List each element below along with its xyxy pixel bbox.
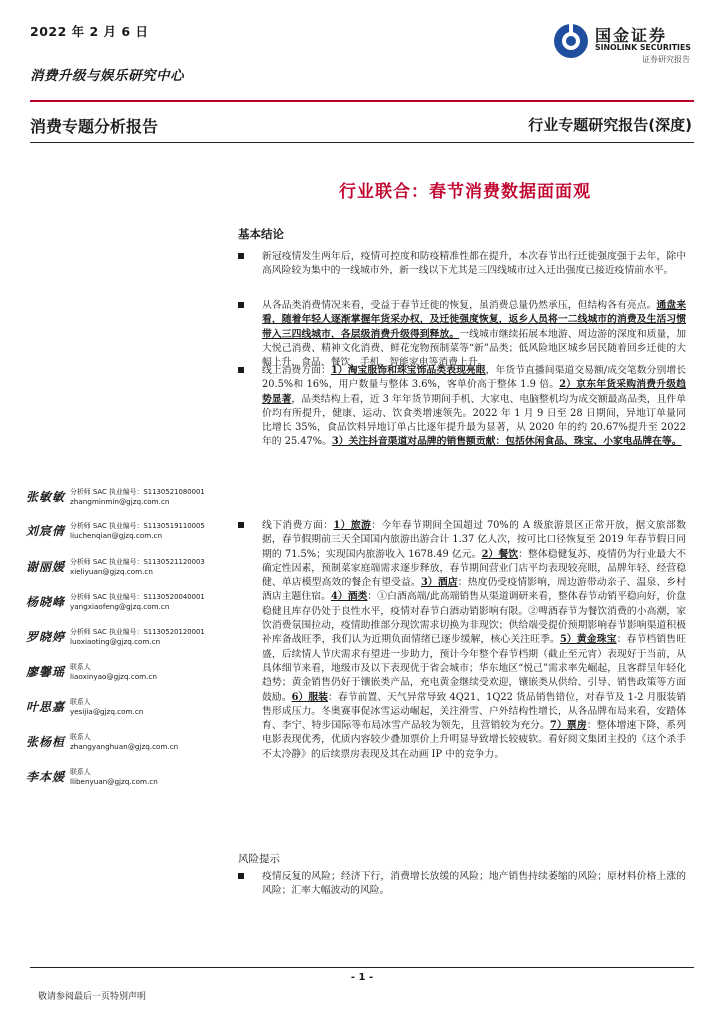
header-divider	[30, 100, 694, 102]
analyst-email[interactable]: liaoxinyao@gjzq.com.cn	[70, 672, 157, 681]
highlight-text: 6）服装	[291, 691, 329, 703]
bullet-square-icon	[238, 253, 244, 259]
bullet-text: 线上消费方面：1）淘宝服饰和珠宝饰品类表现亮眼，年货节直播间渠道交易额/成交笔数分别增长 20.5%和 16%，用户数量与整体 3.6%，客单价高于整体 1.9 倍。2）京东年货采购消费升级趋势显著，品类结构上看，近 3 年年货节期间手机、大家电、电脑整机均为成交额最高品类，且件单价均有所提升，健康、运动、饮食类增速领先。2022 年 1 月 9 日至 28 日期间，异地订单量同比增长 35%，食品饮料异地订单占比逐年提升最为显著，从 2020 年的约 20.67%提升至 2022 年的 25.47%。3）关注抖音渠道对品牌的销售额贡献：包括休闲食品、珠宝、小家电品牌在等。	[262, 365, 687, 448]
section-divider	[30, 142, 694, 143]
highlight-text: 5）黄金珠宝	[559, 634, 617, 646]
bullet-text: 新冠疫情发生两年后，疫情可控度和防疫精准性都在提升，本次春节出行迁徙强度强于去年，除中高风险较为集中的一线城市外，新一线以下尤其是三四线城市过入迁出强度已接近疫情前水平。	[262, 251, 686, 277]
analyst-license: 分析师 SAC 执业编号：S1130521120003	[70, 558, 205, 566]
footer-disclaimer: 敬请参阅最后一页特别声明	[38, 992, 147, 1002]
logo-emblem-icon	[552, 22, 590, 60]
analyst-license: 联系人	[70, 733, 91, 741]
analyst-entry	[26, 556, 236, 586]
highlight-text: 1）旅游	[333, 520, 372, 531]
highlight-text: 3）酒店	[420, 577, 458, 589]
bullet-square-icon	[238, 367, 244, 373]
conclusion-bullet	[238, 250, 686, 279]
analyst-name: 张敏敏	[26, 490, 66, 504]
analyst-name: 谢丽媛	[26, 560, 66, 574]
brand-name-cn: 国金证券	[595, 26, 668, 45]
analyst-license: 分析师 SAC 执业编号：S1130520040001	[70, 593, 205, 601]
highlight-text: 1）淘宝服饰和珠宝饰品类表现亮眼	[330, 365, 486, 376]
analyst-entry	[26, 520, 236, 550]
page-number: - 1 -	[350, 972, 374, 983]
analyst-license: 分析师 SAC 执业编号：S1130521080001	[70, 488, 205, 496]
analyst-email[interactable]: yangxiaofeng@gjzq.com.cn	[70, 602, 170, 611]
conclusion-bullet	[238, 299, 686, 370]
highlight-text: 2）京东年货采购消费升级趋势显著	[262, 379, 686, 405]
analyst-license: 分析师 SAC 执业编号：S1130520120001	[70, 628, 205, 636]
analyst-entry	[26, 591, 236, 621]
analyst-entry	[26, 696, 236, 726]
report-category-tag: 证券研究报告	[642, 55, 690, 64]
analyst-entry	[26, 626, 236, 656]
analyst-name: 张杨桓	[26, 735, 66, 749]
footer-divider	[30, 967, 694, 968]
bullet-text: 从各品类消费情况来看，受益于春节迁徙的恢复，虽消费总量仍然承压，但结构各有亮点。通盘来看，随着年轻人逐渐掌握年货采办权，及迁徙强度恢复，返乡人员将一二线城市的消费及生活习惯带入三四线城市，各层级消费升级得到释放。一线城市继续拓展本地游、周边游的深度和质量，加大悦己消费、精神文化消费、鲜花宠物预制菜等“新”品类；低风险地区城乡居民随着回乡迁徙的大幅上升，食品、餐饮、手机、智能家电等消费上升。	[262, 300, 687, 369]
bullet-square-icon	[238, 302, 244, 308]
highlight-text: 通盘来看，随着年轻人逐渐掌握年货采办权，及迁徙强度恢复，返乡人员将一二线城市的消费及生活习惯带入三四线城市，各层级消费升级得到释放。	[262, 300, 687, 340]
analyst-name: 叶思嘉	[26, 700, 66, 714]
analyst-name: 杨晓峰	[26, 595, 66, 609]
analyst-entry	[26, 766, 236, 796]
highlight-text: 7）票房	[550, 720, 587, 732]
report-date: 2022 年 2 月 6 日	[30, 24, 149, 39]
page-title: 行业联合：春节消费数据面面观	[339, 182, 591, 202]
report-subtype: 行业专题研究报告(深度)	[528, 116, 692, 134]
research-center: 消费升级与娱乐研究中心	[30, 68, 184, 84]
bullet-text: 疫情反复的风险；经济下行，消费增长放缓的风险；地产销售持续萎缩的风险；原材料价格上涨的风险；汇率大幅波动的风险。	[262, 871, 686, 897]
analyst-email[interactable]: yesijia@gjzq.com.cn	[70, 707, 144, 716]
highlight-text: 3）关注抖音渠道对品牌的销售额贡献：包括休闲食品、珠宝、小家电品牌在等。	[331, 436, 682, 448]
analyst-entry	[26, 486, 236, 516]
analyst-entry	[26, 661, 236, 691]
section-heading-risk: 风险提示	[238, 853, 280, 865]
analyst-license: 联系人	[70, 663, 91, 671]
bullet-square-icon	[238, 522, 244, 528]
analyst-name: 廖馨瑶	[26, 665, 66, 679]
brand-name-en: SINOLINK SECURITIES	[595, 43, 691, 52]
analyst-name: 罗晓婷	[26, 630, 66, 644]
analyst-email[interactable]: luoxiaoting@gjzq.com.cn	[70, 637, 161, 646]
risk-bullet	[238, 870, 686, 899]
highlight-text: 2）餐饮	[481, 548, 519, 560]
analyst-license: 联系人	[70, 698, 91, 706]
analyst-email[interactable]: zhangminmin@gjzq.com.cn	[70, 497, 170, 506]
report-type: 消费专题分析报告	[30, 117, 159, 136]
analyst-email[interactable]: llibenyuan@gjzq.com.cn	[70, 777, 158, 786]
highlight-text: 4）酒类	[330, 591, 368, 603]
analyst-email[interactable]: zhangyanghuan@gjzq.com.cn	[70, 742, 179, 751]
analyst-entry	[26, 731, 236, 761]
section-heading-conclusion: 基本结论	[238, 227, 284, 241]
bullet-text: 线下消费方面：1）旅游：今年春节期间全国超过 70%的 A 级旅游景区正常开放，据文旅部数据，春节假期前三天全国国内旅游出游合计 1.37 亿人次，按可比口径恢复至 2019 年春节假日同期的 71.5%；实现国内旅游收入 1678.49 亿元。2）餐饮：整体稳健复苏、疫情仍为行业最大不确定性因素，预制菜家庭端需求逐步释放，春节期间营业门店平均表现较亮眼，品牌年轻、经营稳健、单店模型高效的餐企有望受益。3）酒店：热度仍受疫情影响，周边游带动亲子、温泉、乡村酒店主题住宿。4）酒类：①白酒高端/此高端销售从渠道调研来看，整体春节动销平稳向好，价盘稳健且库存仍处于良性水平，疫情对春节白酒动销影响有限。②啤酒春节为餐饮消费的小高潮，家饮消费氛围拉动，疫情助推部分现饮需求切换为非现饮；供给端受提价预期影响春节影响渠道积极补库备战旺季，我们认为近期负面情绪已逐步缓解，核心关注旺季。5）黄金珠宝：春节档销售旺盛，后续情人节庆需求有望进一步助力，预计今年整个春节档期（截止至元宵）表现好于当前，从具体细节来看，地级市及以下表现优于省会城市；华东地区“悦己”需求率先崛起，且客群呈年轻化趋势；黄金销售仍好于镶嵌类产品，充电黄金继续受欢迎，镶嵌类从供给、引导、销售政策等方面鼓励。6）服装：春节前置、天气异常导致 4Q21、1Q22 货品销售错位，对春节及 1-2 月服装销售形成压力。冬奥赛事促冰雪运动崛起，关注滑雪、户外结构性增长，从各品牌布局来看，安踏体育、李宁、特步国际等布局冰雪产品较为领先，且营销较为充分。7）票房：整体增速下降，系列电影表现优秀，优质内容较少叠加票价上升明显导致增长较疲软。看好阅文集团主投的《这个杀手不太冷静》的后续票房表现及其在动画 IP 中的竞争力。	[262, 520, 687, 760]
analyst-name: 刘宸倩	[26, 524, 66, 538]
conclusion-bullet	[238, 519, 686, 762]
bullet-square-icon	[238, 873, 244, 879]
analyst-license: 联系人	[70, 768, 91, 776]
analyst-name: 李本媛	[26, 770, 66, 784]
conclusion-bullet	[238, 364, 686, 450]
analyst-license: 分析师 SAC 执业编号：S1130519110005	[70, 522, 205, 530]
analyst-email[interactable]: liuchenqian@gjzq.com.cn	[70, 531, 163, 540]
analyst-email[interactable]: xieliyuan@gjzq.com.cn	[70, 567, 153, 576]
